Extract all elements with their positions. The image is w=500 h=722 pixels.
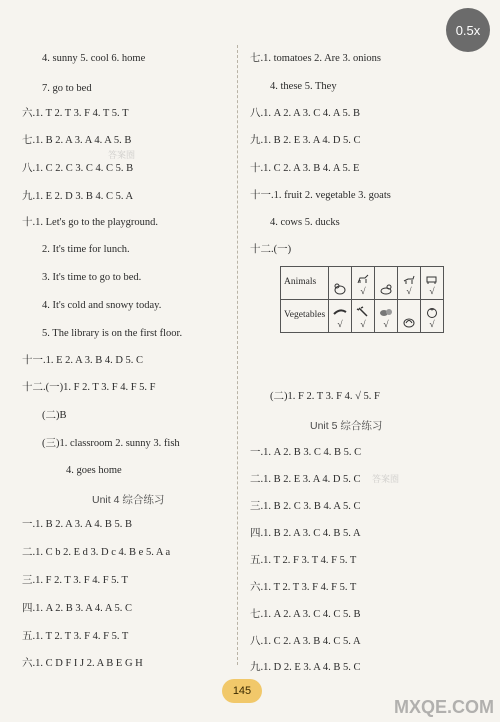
watermark-stamp: 答案圈 (372, 474, 400, 484)
answer-line: 一.1. B 2. A 3. A 4. B 5. B (22, 519, 132, 530)
answer-line: 7. go to bed (42, 83, 92, 94)
animals-vegetables-table (280, 266, 444, 333)
table-cell-mark: √ (360, 287, 366, 297)
watermark-stamp: 答案圈 (108, 150, 136, 160)
answer-line: 九.1. B 2. E 3. A 4. D 5. C (250, 135, 361, 146)
answer-line: 六.1. T 2. T 3. F 4. F 5. T (250, 582, 357, 593)
zoom-level-badge[interactable]: 0.5x (446, 8, 490, 52)
answer-line: 2. It's time for lunch. (42, 244, 130, 255)
answer-line: 八.1. C 2. C 3. C 4. C 5. B (22, 163, 134, 174)
answer-line: 十.1. Let's go to the playground. (22, 217, 159, 228)
answer-line: 5. The library is on the first floor. (42, 328, 183, 339)
answer-line: 六.1. C D F I J 2. A B E G H (22, 658, 143, 669)
answer-line: 三.1. F 2. T 3. F 4. F 5. T (22, 575, 128, 586)
horse-icon (356, 273, 370, 285)
answer-line: 4. these 5. They (270, 81, 337, 92)
table-cell-mark: √ (337, 320, 343, 330)
row-label-animals: Animals (281, 267, 329, 300)
answer-line: 3. It's time to go to bed. (42, 272, 142, 283)
row-label-vegetables: Vegetables (281, 300, 329, 333)
column-divider (237, 45, 238, 665)
potato-icon (379, 306, 393, 318)
answer-line: 二.1. C b 2. E d 3. D c 4. B e 5. A a (22, 547, 171, 558)
mouse-icon (333, 283, 347, 295)
answer-line: 八.1. C 2. A 3. B 4. C 5. A (250, 636, 361, 647)
answer-line: 八.1. A 2. A 3. C 4. A 5. B (250, 108, 360, 119)
table-row (281, 267, 444, 300)
unit-5-title: Unit 5 综合练习 (310, 420, 383, 432)
answer-line: 十一.1. fruit 2. vegetable 3. goats (250, 190, 391, 201)
answer-line: 七.1. B 2. A 3. A 4. A 5. B (22, 135, 132, 146)
table-cell-mark: √ (406, 287, 412, 297)
unit-4-title: Unit 4 综合练习 (92, 494, 165, 506)
answer-line: 五.1. T 2. F 3. T 4. F 5. T (250, 555, 357, 566)
answer-line: 十一.1. E 2. A 3. B 4. D 5. C (22, 355, 144, 366)
table-cell-mark: √ (429, 320, 435, 330)
answer-line: 二.1. B 2. E 3. A 4. D 5. C (250, 474, 361, 485)
table-cell-mark: √ (360, 320, 366, 330)
answer-line: 九.1. D 2. E 3. A 4. B 5. C (250, 662, 361, 673)
duck-icon (379, 283, 393, 295)
bean-icon (333, 306, 347, 318)
answer-line: 三.1. B 2. C 3. B 4. A 5. C (250, 501, 361, 512)
answer-line: 七.1. A 2. A 3. C 4. C 5. B (250, 609, 361, 620)
answer-line: 十.1. C 2. A 3. B 4. A 5. E (250, 163, 360, 174)
cow-icon (425, 273, 439, 285)
answer-line: (二)B (42, 410, 67, 421)
answer-line: 4. cows 5. ducks (270, 217, 340, 228)
answer-line: 十二.(一) (250, 244, 292, 255)
carrot-icon (356, 306, 370, 318)
goat-icon (402, 273, 416, 285)
answer-line: 一.1. A 2. B 3. C 4. B 5. C (250, 447, 362, 458)
onion-icon (402, 316, 416, 328)
page-number: 145 (222, 679, 262, 703)
answer-line: 十二.(一)1. F 2. T 3. F 4. F 5. F (22, 382, 156, 393)
answer-line: 五.1. T 2. T 3. F 4. F 5. T (22, 631, 129, 642)
answer-line: (二)1. F 2. T 3. F 4. √ 5. F (270, 391, 380, 402)
site-logo: MXQE.COM (393, 697, 494, 717)
answer-line: 四.1. A 2. B 3. A 4. A 5. C (22, 603, 132, 614)
answer-line: 4. sunny 5. cool 6. home (42, 53, 146, 64)
answer-line: 四.1. B 2. A 3. C 4. B 5. A (250, 528, 361, 539)
table-cell-mark: √ (383, 320, 389, 330)
table-cell-mark: √ (429, 287, 435, 297)
table-row (281, 300, 444, 333)
answer-line: 七.1. tomatoes 2. Are 3. onions (250, 53, 381, 64)
answer-line: 六.1. T 2. T 3. F 4. T 5. T (22, 108, 129, 119)
answer-line: 4. goes home (66, 465, 122, 476)
tomato-icon (425, 306, 439, 318)
answer-line: (三)1. classroom 2. sunny 3. fish (42, 438, 180, 449)
answer-line: 九.1. E 2. D 3. B 4. C 5. A (22, 191, 134, 202)
answer-line: 4. It's cold and snowy today. (42, 300, 162, 311)
